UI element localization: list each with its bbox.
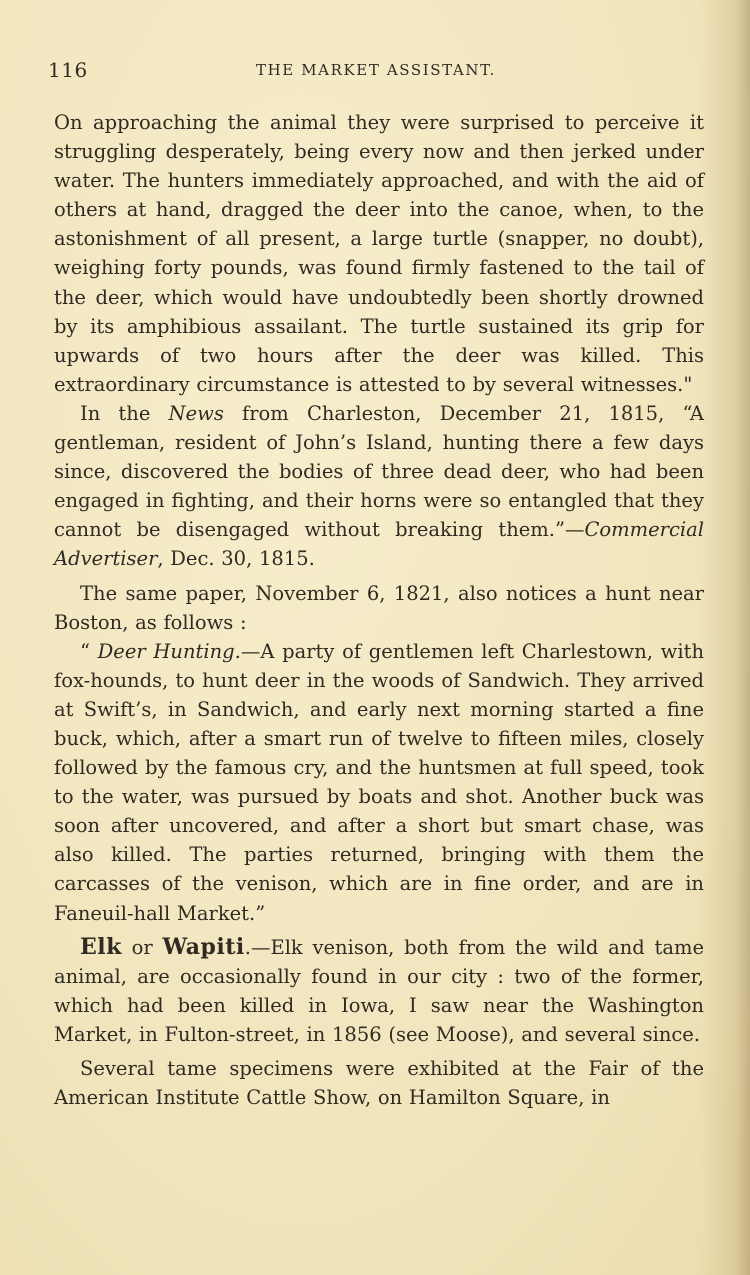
citation-name: Commercial Advertiser	[54, 518, 704, 571]
elk-text: .—Elk venison, both from the wild and tame animal, are occasionally found in our city : two of the former, which had been killed in Iowa, I saw near the Washington Market, in Fulton-street, in 1856 (see Moose), and several since.	[54, 935, 704, 1046]
paragraph-turtle-story: On approaching the animal they were surprised to perceive it struggling desperately, being every now and then jerked under water. The hunters immediately approached, and with the aid of others at hand, dragged the deer into the canoe, when, to the astonishment of all present, a large turtle (snapper, no doubt), weighing forty pounds, was found firmly fastened to the tail of the deer, which would have undoubtedly been shortly drowned by its amphibious assailant. The turtle sustained its grip for upwards of two hours after the deer was killed. This extraordinary circumstance is attested to by several witnesses."	[54, 111, 704, 396]
page-header	[48, 58, 708, 88]
paragraph-deer-hunting-quote	[54, 637, 704, 928]
paragraph-tame-specimens: Several tame specimens were exhibited at the Fair of the American Institute Cattle Show, on Hamilton Square, in	[54, 1057, 704, 1110]
body-text	[54, 108, 704, 1112]
quote-text: —A party of gentlemen left Charlestown, with fox-hounds, to hunt deer in the woods of Sandwich. They arrived at Swift’s, in Sandwich, and early next morning started a fine buck, which, after a smart run of twelve to fifteen miles, closely followed by the famous cry, and the huntsmen at full speed, took to the water, was pursued by boats and shot. Another buck was soon after uncovered, and after a short but smart chase, was also killed. The parties returned, bringing with them the carcasses of the venison, which are in fine order, and are in Faneuil-hall Market.”	[54, 639, 705, 925]
page-number: 116	[48, 58, 88, 82]
term-connector: or	[121, 935, 163, 959]
paragraph-charleston-news	[54, 399, 704, 574]
quote-title: Deer Hunting.	[97, 639, 241, 663]
paragraph-boston-hunt-intro: The same paper, November 6, 1821, also notices a hunt near Boston, as follows :	[54, 581, 704, 634]
term-wapiti: Wapiti	[162, 933, 245, 960]
term-elk: Elk	[80, 933, 122, 960]
paragraph-elk-wapiti	[54, 933, 704, 1049]
running-head: THE MARKET ASSISTANT.	[256, 61, 496, 79]
source-name: News	[168, 401, 224, 425]
open-quote: “	[80, 639, 98, 663]
citation-tail: , Dec. 30, 1815.	[157, 547, 315, 571]
paragraph-lead: In the	[80, 401, 169, 425]
paragraph-text: from Charleston, December 21, 1815, “A gentleman, resident of John’s Island, hunting there a few days since, discovered the bodies of three dead deer, who had been engaged in fighting, and their horns were so entangled that they cannot be disengaged without breaking them.”—	[54, 401, 704, 542]
